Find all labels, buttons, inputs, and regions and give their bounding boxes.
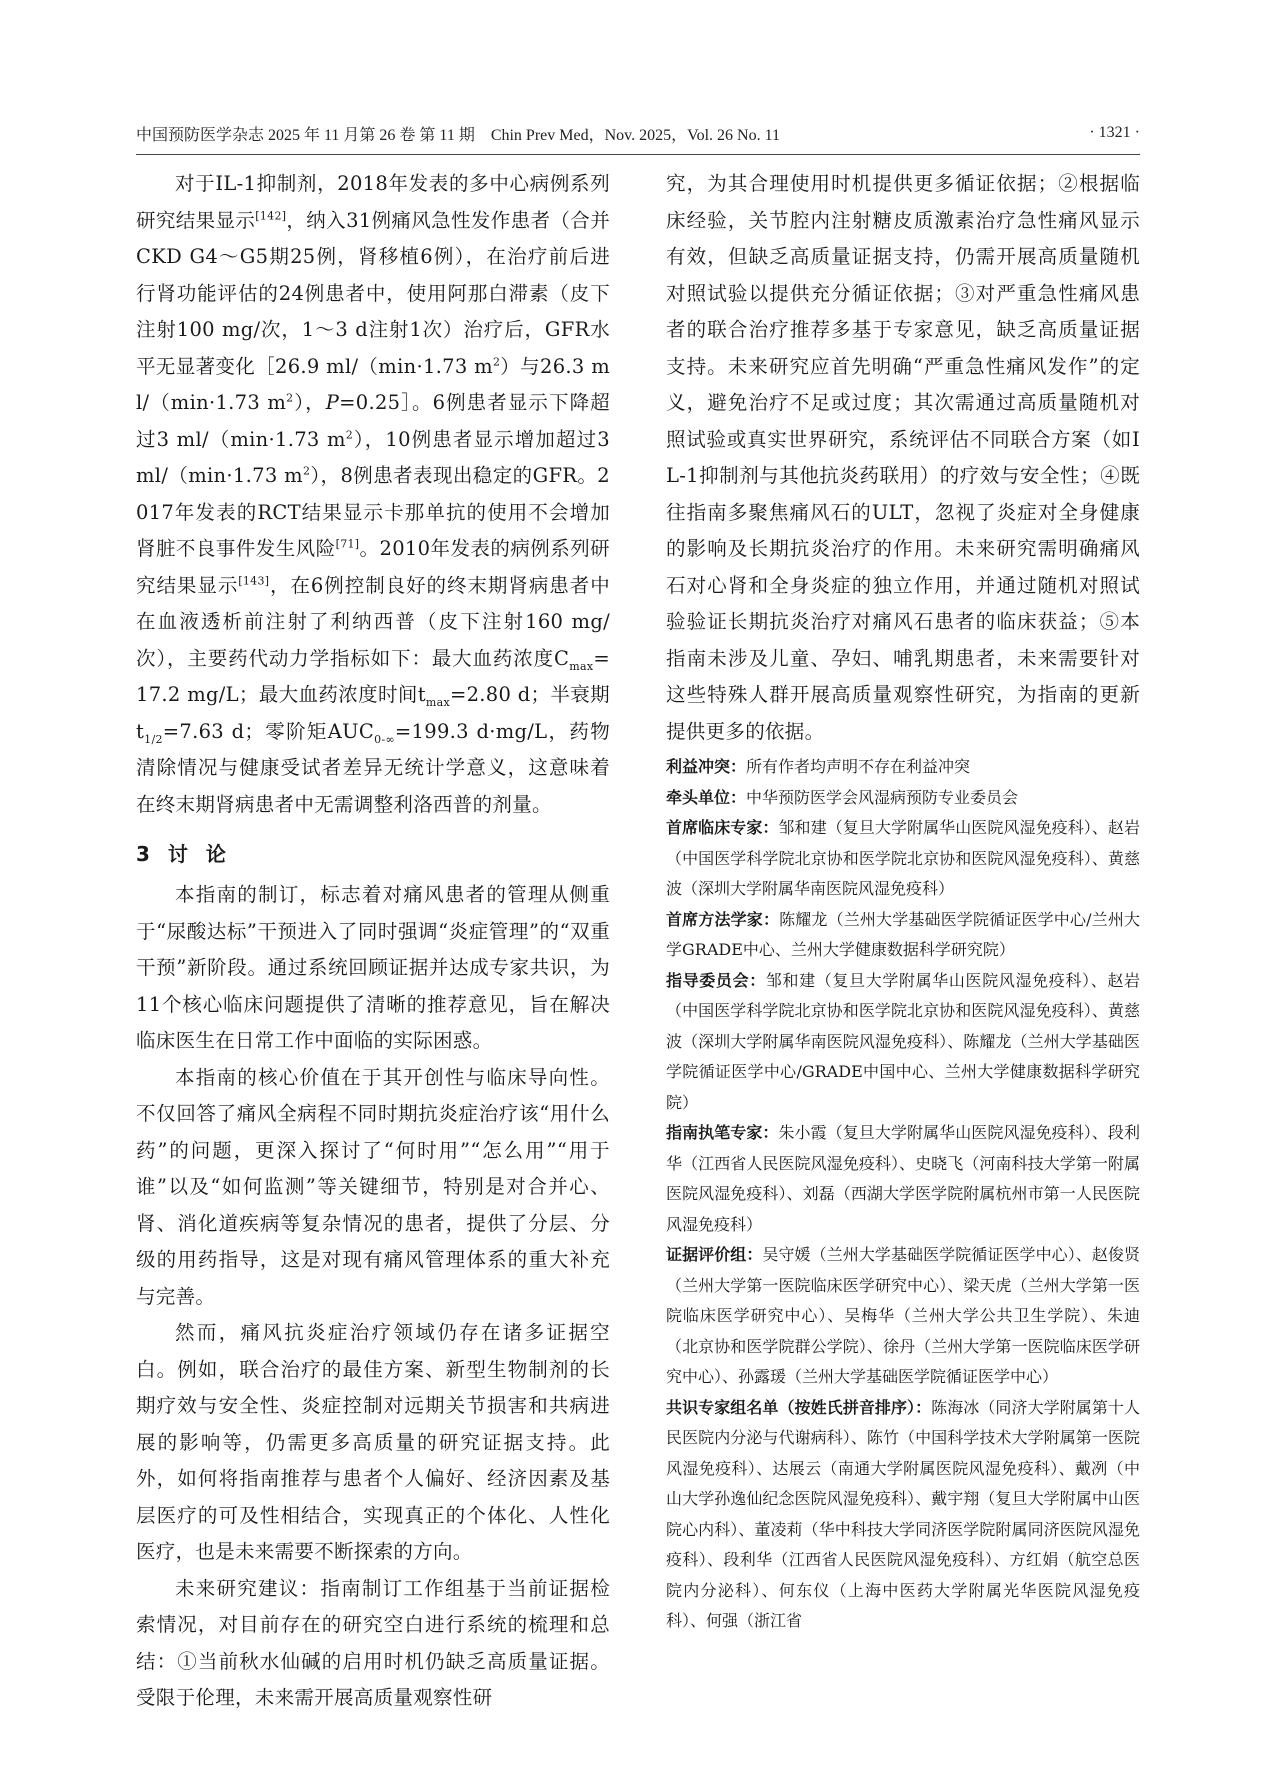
evidence-evaluation-group: 证据评价组：吴守媛（兰州大学基础医学院循证医学中心）、赵俊贤（兰州大学第一医院临床医学研究中心）、梁天虎（兰州大学第一医院临床医学研究中心）、吴梅华（兰州大学公共卫生学院）、朱迪（北京协和医学院群公学院）、徐丹（兰州大学第一医院临床医学研究中心）、孙露瑗（兰州大学基础医学院循证医学中心） xyxy=(666,1245,1140,1386)
discussion-paragraph-2: 本指南的核心价值在于其开创性与临床导向性。不仅回答了痛风全病程不同时期抗炎症治疗该“用什么药”的问题，更深入探讨了“何时用”“怎么用”“用于谁”以及“如何监测”等关键细节，特别是对合并心、肾、消化道疾病等复杂情况的患者，提供了分层、分级的用药指导，这是对现有痛风管理体系的重大补充与完善。 xyxy=(136,1065,610,1308)
conflict-of-interest: 利益冲突：所有作者均声明不存在利益冲突 xyxy=(666,757,971,776)
discussion-paragraph-3: 然而，痛风抗炎症治疗领域仍存在诸多证据空白。例如，联合治疗的最佳方案、新型生物制剂的长期疗效与安全性、炎症控制对远期关节损害和共病进展的影响等，仍需更多高质量的研究证据支持。此外，如何将指南推荐与患者个人偏好、经济因素及基层医疗的可及性相结合，实现真正的个体化、人性化医疗，也是未来需要不断探索的方向。 xyxy=(136,1321,610,1563)
future-research-paragraph-continued: 究，为其合理使用时机提供更多循证依据；②根据临床经验，关节腔内注射糖皮质激素治疗急性痛风显示有效，但缺乏高质量证据支持，仍需开展高质量随机对照试验以提供充分循证依据；③对严重急性痛风患者的联合治疗推荐多基于专家意见，缺乏高质量证据支持。未来研究应首先明确“严重急性痛风发作”的定义，避免治疗不足或过度；其次需通过高质量随机对照试验或真实世界研究，系统评估不同联合方案（如IL-1抑制剂与其他抗炎药联用）的疗效与安全性；④既往指南多聚焦痛风石的ULT，忽视了炎症对全身健康的影响及长期抗炎治疗的作用。未来研究需明确痛风石对心肾和全身炎症的独立作用，并通过随机对照试验验证长期抗炎治疗对痛风石患者的临床获益；⑤本指南未涉及儿童、孕妇、哺乳期患者，未来需要针对这些特殊人群开展高质量观察性研究，为指南的更新提供更多的依据。 xyxy=(666,172,1140,743)
chief-methodologist: 首席方法学家：陈耀龙（兰州大学基础医学院循证医学中心/兰州大学GRADE中心、兰州大学健康数据科学研究院） xyxy=(666,909,1140,959)
left-column xyxy=(136,166,610,1717)
steering-committee: 指导委员会：邹和建（复旦大学附属华山医院风湿免疫科）、赵岩（中国医学科学院北京协和医学院北京协和医院风湿免疫科）、黄慈波（深圳大学附属华南医院风湿免疫科）、陈耀龙（兰州大学基础医学院循证医学中心/GRADE中国中心、兰州大学健康数据科学研究院） xyxy=(666,970,1140,1112)
running-header xyxy=(136,118,1140,148)
section-heading-discussion xyxy=(136,837,610,871)
citation-143[interactable]: [143] xyxy=(238,574,270,587)
author-info-block xyxy=(666,752,1140,1637)
section-title: 讨论 xyxy=(167,842,244,866)
leading-unit: 牵头单位：中华预防医学会风湿病预防专业委员会 xyxy=(666,787,1019,807)
section-number: 3 xyxy=(136,842,150,866)
future-research-paragraph: 未来研究建议：指南制订工作组基于当前证据检索情况，对目前存在的研究空白进行系统的梳理和总结：①当前秋水仙碱的启用时机仍缺乏高质量证据。受限于伦理，未来需开展高质量观察性研 xyxy=(136,1576,610,1709)
consensus-expert-list: 共识专家组名单（按姓氏拼音排序）：陈海冰（同济大学附属第十人民医院内分泌与代谢病科）、陈竹（中国科学技术大学附属第一医院风湿免疫科）、达展云（南通大学附属医院风湿免疫科）、戴冽（中山大学孙逸仙纪念医院风湿免疫科）、戴宇翔（复旦大学附属中山医院心内科）、董凌莉（华中科技大学同济医学院附属同济医院风湿免疫科）、段利华（江西省人民医院风湿免疫科）、方红娟（航空总医院内分泌科）、何东仪（上海中医药大学附属光华医院风湿免疫科）、何强（浙江省 xyxy=(666,1397,1140,1630)
citation-142[interactable]: [142] xyxy=(255,209,287,222)
running-header-journal: 中国预防医学杂志 2025 年 11 月第 26 卷 第 11 期 Chin Prev Med，Nov. 2025，Vol. 26 No. 11 xyxy=(136,126,781,144)
right-column xyxy=(666,166,1140,1637)
il1-inhibitor-paragraph: 对于IL-1抑制剂，2018年发表的多中心病例系列研究结果显示[142]，纳入31例痛风急性发作患者（合并CKD G4～G5期25例，肾移植6例），在治疗前后进行肾功能评估的24例患者中，使用阿那白滞素（皮下注射100 mg/次，1～3 d注射1次）治疗后，GFR水平无显著变化［26.9 ml/（min·1.73 $m^2$）与26.3 ml/（min·1.73 $m^2$），P=0.25］。6例患者显示下降超过3 ml/（min·1.73 $m^2$），10例患者显示增加超过3 ml/（min·1.73 $m^2$），8例患者表现出稳定的GFR。2017年发表的RCT结果显示卡那单抗的使用不会增加肾脏不良事件发生风险[71]。2010年发表的病例系列研究结果显示[143]，在6例控制良好的终末期肾病患者中在血液透析前注射了利纳西普（皮下注射160 mg/次），主要药代动力学指标如下：最大血药浓度$C_{max}=17.2$ mg/L；最大血药浓度时间$t_{max}=2.80$ d；半衰期$t_{1/2}=7.63$ d；零阶矩$AUC_{0-\infty}=199.3$ d·mg/L，药物清除情况与健康受试者差异无统计学意义，这意味着在终末期肾病患者中无需调整利洛西普的剂量。 xyxy=(136,172,611,816)
page-number: · 1321 · xyxy=(1089,124,1140,141)
citation-71[interactable]: [71] xyxy=(335,537,360,551)
header-rule xyxy=(136,154,1140,155)
chief-clinical-experts: 首席临床专家：邹和建（复旦大学附属华山医院风湿免疫科）、赵岩（中国医学科学院北京协和医学院北京协和医院风湿免疫科）、黄慈波（深圳大学附属华南医院风湿免疫科） xyxy=(666,818,1140,898)
discussion-paragraph-1: 本指南的制订，标志着对痛风患者的管理从侧重于“尿酸达标”干预进入了同时强调“炎症管理”的“双重干预”新阶段。通过系统回顾证据并达成专家共识，为11个核心临床问题提供了清晰的推荐意见，旨在解决临床医生在日常工作中面临的实际困惑。 xyxy=(136,883,610,1052)
writing-experts: 指南执笔专家：朱小霞（复旦大学附属华山医院风湿免疫科）、段利华（江西省人民医院风湿免疫科）、史晓飞（河南科技大学第一附属医院风湿免疫科）、刘磊（西湖大学医学院附属杭州市第一人民医院风湿免疫科） xyxy=(666,1123,1140,1234)
